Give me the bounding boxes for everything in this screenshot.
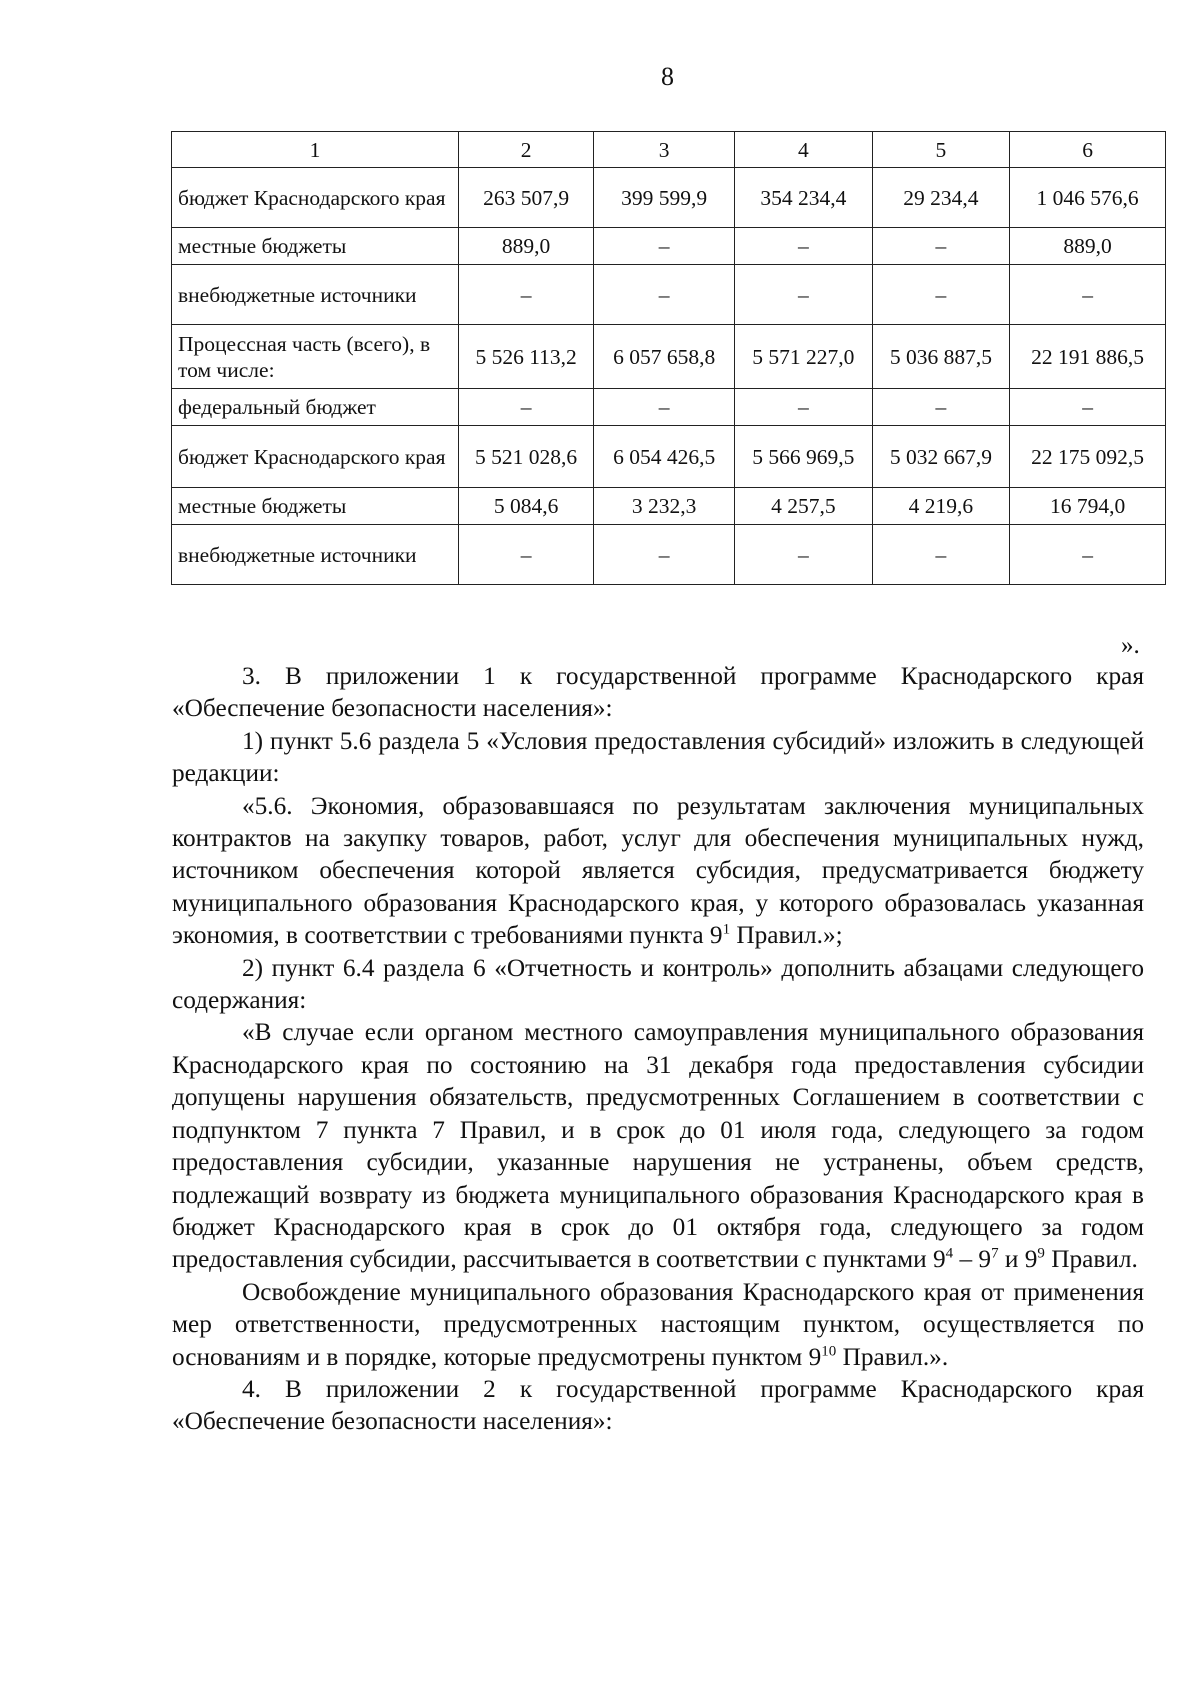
value-cell: 399 599,9 [594,168,735,228]
row-label: внебюджетные источники [172,265,459,325]
table-header-row [172,132,1166,168]
table-row [172,488,1166,525]
table-row [172,389,1166,426]
value-cell: – [872,228,1010,265]
budget-table [171,131,1166,585]
paragraph-clause-5-6: «5.6. Экономия, образовавшаяся по результатам заключения муниципальных контрактов на закупку товаров, работ, услуг для обеспечения муниципальных нужд, источником обеспечения которой является субсидия, предусматривается бюджету муниципального образования Краснодарского края, у которого образовалась указанная экономия, в соответствии с требованиями пункта $9^1$ Правил.»; [172,791,1144,950]
table-header-cell: 1 [172,132,459,168]
value-cell: 5 521 028,6 [458,426,593,488]
value-cell: 5 526 113,2 [458,325,593,389]
table-row [172,325,1166,389]
closing-quote: ». [1121,632,1140,659]
value-cell: – [872,525,1010,585]
row-label: местные бюджеты [172,228,459,265]
document-body [172,660,1144,1438]
paragraph-exemption: Освобождение муниципального образования Краснодарского края от применения мер ответственности, предусмотренных настоящим пунктом, осуществляется по основаниям и в порядке, которые предусмотрены пунктом $9^{10}$ Правил.». [172,1277,1144,1371]
table-row [172,228,1166,265]
value-cell: – [1010,389,1166,426]
value-cell: 1 046 576,6 [1010,168,1166,228]
value-cell: – [1010,525,1166,585]
value-cell: 5 571 227,0 [735,325,873,389]
value-cell: 29 234,4 [872,168,1010,228]
row-label: бюджет Краснодарского края [172,168,459,228]
value-cell: 5 084,6 [458,488,593,525]
value-cell: 4 257,5 [735,488,873,525]
value-cell: 16 794,0 [1010,488,1166,525]
value-cell: 889,0 [458,228,593,265]
table-header-cell: 4 [735,132,873,168]
value-cell: 354 234,4 [735,168,873,228]
value-cell: 6 057 658,8 [594,325,735,389]
value-cell: – [594,389,735,426]
value-cell: 22 191 886,5 [1010,325,1166,389]
paragraph-subitem-2: 2) пункт 6.4 раздела 6 «Отчетность и контроль» дополнить абзацами следующего содержания: [172,953,1144,1015]
value-cell: – [458,389,593,426]
table-header-cell: 6 [1010,132,1166,168]
table-row [172,168,1166,228]
value-cell: 22 175 092,5 [1010,426,1166,488]
value-cell: 889,0 [1010,228,1166,265]
value-cell: – [458,525,593,585]
page-number: 8 [661,62,674,91]
table-header-cell: 5 [872,132,1010,168]
table-header-cell: 3 [594,132,735,168]
value-cell: – [735,389,873,426]
table-row [172,525,1166,585]
value-cell: – [458,265,593,325]
paragraph-subitem-1: 1) пункт 5.6 раздела 5 «Условия предоставления субсидий» изложить в следующей редакции: [172,726,1144,788]
value-cell: – [594,525,735,585]
value-cell: – [735,265,873,325]
value-cell: – [594,228,735,265]
value-cell: – [735,228,873,265]
row-label: внебюджетные источники [172,525,459,585]
row-label: местные бюджеты [172,488,459,525]
paragraph-violation-clause: «В случае если органом местного самоуправления муниципального образования Краснодарского края по состоянию на 31 декабря года предоставления субсидии допущены нарушения обязательств, предусмотренных Соглашением в соответствии с подпунктом 7 пункта 7 Правил, и в срок до 01 июля года, следующего за годом предоставления субсидии, указанные нарушения не устранены, объем средств, подлежащий возврату из бюджета муниципального образования Краснодарского края в бюджет Краснодарского края в срок до 01 октября года, следующего за годом предоставления субсидии, рассчитывается в соответствии с пунктами $9^4 - 9^7$ и $9^9$ Правил. [172,1018,1144,1274]
paragraph-item-4: 4. В приложении 2 к государственной программе Краснодарского края «Обеспечение безопасности населения»: [172,1374,1144,1436]
paragraph-item-3: 3. В приложении 1 к государственной программе Краснодарского края «Обеспечение безопасности населения»: [172,662,1144,723]
value-cell: – [1010,265,1166,325]
value-cell: – [872,265,1010,325]
value-cell: – [735,525,873,585]
table-row [172,265,1166,325]
value-cell: 5 566 969,5 [735,426,873,488]
table-row [172,426,1166,488]
row-label: федеральный бюджет [172,389,459,426]
value-cell: 6 054 426,5 [594,426,735,488]
table-header-cell: 2 [458,132,593,168]
value-cell: 5 036 887,5 [872,325,1010,389]
value-cell: 263 507,9 [458,168,593,228]
value-cell: 4 219,6 [872,488,1010,525]
value-cell: – [872,389,1010,426]
value-cell: 5 032 667,9 [872,426,1010,488]
row-label: бюджет Краснодарского края [172,426,459,488]
value-cell: – [594,265,735,325]
value-cell: 3 232,3 [594,488,735,525]
row-label: Процессная часть (всего), в том числе: [172,325,459,389]
